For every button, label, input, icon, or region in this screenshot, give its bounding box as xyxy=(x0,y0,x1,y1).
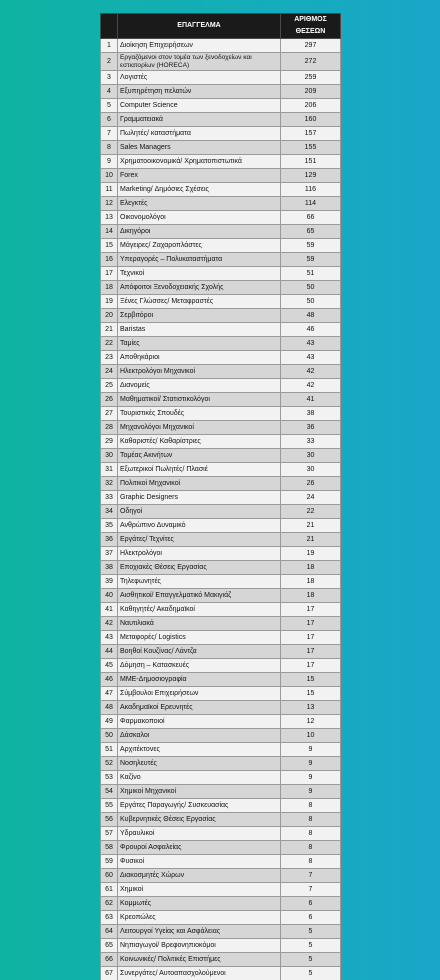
row-profession: Εργάτες/ Τεχνίτες xyxy=(118,533,281,547)
row-number: 33 xyxy=(101,491,118,505)
table-row xyxy=(101,659,341,673)
row-profession: Graphic Designers xyxy=(118,491,281,505)
row-positions: 9 xyxy=(281,743,341,757)
table-row xyxy=(101,393,341,407)
row-profession: Απόφοιτοι Ξενοδοχειακής Σχολής xyxy=(118,281,281,295)
row-profession: Γραμματειακά xyxy=(118,113,281,127)
row-number: 23 xyxy=(101,351,118,365)
table-row xyxy=(101,799,341,813)
row-positions: 41 xyxy=(281,393,341,407)
row-positions: 17 xyxy=(281,617,341,631)
row-number: 62 xyxy=(101,897,118,911)
row-number: 1 xyxy=(101,39,118,53)
row-number: 55 xyxy=(101,799,118,813)
table-row xyxy=(101,281,341,295)
table-row xyxy=(101,575,341,589)
row-number: 31 xyxy=(101,463,118,477)
row-number: 45 xyxy=(101,659,118,673)
row-profession: Συνεργάτες/ Αυτοαπασχολούμενοι xyxy=(118,967,281,980)
row-positions: 17 xyxy=(281,645,341,659)
row-profession: Ακαδημαϊκοί Ερευνητές xyxy=(118,701,281,715)
row-number: 53 xyxy=(101,771,118,785)
header-positions: ΑΡΙΘΜΟΣ ΘΕΣΕΩΝ xyxy=(281,14,341,39)
row-number: 22 xyxy=(101,337,118,351)
row-profession: Αποθηκάριοι xyxy=(118,351,281,365)
table-row xyxy=(101,99,341,113)
row-positions: 8 xyxy=(281,813,341,827)
row-profession: Καζίνο xyxy=(118,771,281,785)
table-row xyxy=(101,267,341,281)
row-positions: 26 xyxy=(281,477,341,491)
row-positions: 9 xyxy=(281,785,341,799)
row-number: 9 xyxy=(101,155,118,169)
table-row xyxy=(101,295,341,309)
row-positions: 157 xyxy=(281,127,341,141)
row-profession: Εργάτες Παραγωγής/ Συσκευασίας xyxy=(118,799,281,813)
table-row xyxy=(101,673,341,687)
table-row xyxy=(101,533,341,547)
row-positions: 65 xyxy=(281,225,341,239)
row-positions: 30 xyxy=(281,449,341,463)
row-profession: Εποχιακές Θέσεις Εργασίας xyxy=(118,561,281,575)
table-row xyxy=(101,211,341,225)
row-profession: Τηλεφωνητές xyxy=(118,575,281,589)
table-row xyxy=(101,631,341,645)
row-number: 43 xyxy=(101,631,118,645)
row-number: 12 xyxy=(101,197,118,211)
row-profession: Λογιστές xyxy=(118,71,281,85)
row-number: 51 xyxy=(101,743,118,757)
table-row xyxy=(101,421,341,435)
table-row xyxy=(101,155,341,169)
row-positions: 24 xyxy=(281,491,341,505)
row-number: 39 xyxy=(101,575,118,589)
row-number: 15 xyxy=(101,239,118,253)
row-number: 8 xyxy=(101,141,118,155)
row-profession: Τουριστικές Σπουδές xyxy=(118,407,281,421)
table-row xyxy=(101,239,341,253)
row-positions: 8 xyxy=(281,799,341,813)
row-profession: Τομέας Ακινήτων xyxy=(118,449,281,463)
table-row xyxy=(101,813,341,827)
row-profession: Λειτουργοί Υγείας και Ασφάλειας xyxy=(118,925,281,939)
table-row xyxy=(101,939,341,953)
row-number: 32 xyxy=(101,477,118,491)
row-profession: Εξωτερικοί Πωλητές/ Πλασιέ xyxy=(118,463,281,477)
row-positions: 5 xyxy=(281,967,341,980)
row-number: 58 xyxy=(101,841,118,855)
row-number: 16 xyxy=(101,253,118,267)
row-profession: Φυσικοί xyxy=(118,855,281,869)
table-row xyxy=(101,113,341,127)
row-profession: Διανομείς xyxy=(118,379,281,393)
table-row xyxy=(101,71,341,85)
row-number: 4 xyxy=(101,85,118,99)
row-profession: Κρεοπώλες xyxy=(118,911,281,925)
table-row xyxy=(101,715,341,729)
row-number: 14 xyxy=(101,225,118,239)
row-profession: Αισθητικοί/ Επαγγελματικό Μακιγιάζ xyxy=(118,589,281,603)
row-positions: 17 xyxy=(281,603,341,617)
table-row xyxy=(101,603,341,617)
row-number: 17 xyxy=(101,267,118,281)
table-row xyxy=(101,337,341,351)
row-number: 63 xyxy=(101,911,118,925)
table-row xyxy=(101,169,341,183)
row-positions: 9 xyxy=(281,771,341,785)
row-number: 26 xyxy=(101,393,118,407)
row-number: 30 xyxy=(101,449,118,463)
table-row xyxy=(101,477,341,491)
row-number: 10 xyxy=(101,169,118,183)
row-positions: 5 xyxy=(281,939,341,953)
table-row xyxy=(101,127,341,141)
row-profession: Νοσηλευτές xyxy=(118,757,281,771)
row-profession: Κομμωτές xyxy=(118,897,281,911)
table-header-row xyxy=(101,14,341,39)
row-profession: Sales Managers xyxy=(118,141,281,155)
row-profession: Δικηγόροι xyxy=(118,225,281,239)
header-number xyxy=(101,14,118,39)
table-row xyxy=(101,197,341,211)
table-row xyxy=(101,869,341,883)
row-number: 11 xyxy=(101,183,118,197)
row-positions: 59 xyxy=(281,239,341,253)
row-number: 38 xyxy=(101,561,118,575)
row-positions: 8 xyxy=(281,841,341,855)
row-number: 57 xyxy=(101,827,118,841)
table-row xyxy=(101,407,341,421)
row-number: 25 xyxy=(101,379,118,393)
row-positions: 59 xyxy=(281,253,341,267)
row-number: 3 xyxy=(101,71,118,85)
row-number: 44 xyxy=(101,645,118,659)
row-profession: Μαθηματικοί/ Στατιστικολόγοι xyxy=(118,393,281,407)
row-positions: 36 xyxy=(281,421,341,435)
row-positions: 18 xyxy=(281,561,341,575)
row-profession: Υδραυλικοί xyxy=(118,827,281,841)
row-profession: Σερβιτόροι xyxy=(118,309,281,323)
row-profession: Οδηγοί xyxy=(118,505,281,519)
row-profession: Κοινωνικές/ Πολιτικές Επιστήμες xyxy=(118,953,281,967)
table-row xyxy=(101,183,341,197)
row-number: 13 xyxy=(101,211,118,225)
table-row xyxy=(101,645,341,659)
jobs-table-container xyxy=(100,13,340,980)
row-positions: 43 xyxy=(281,351,341,365)
row-positions: 7 xyxy=(281,883,341,897)
table-row xyxy=(101,687,341,701)
table-row xyxy=(101,771,341,785)
table-row xyxy=(101,379,341,393)
row-profession: Αρχιτέκτονες xyxy=(118,743,281,757)
row-number: 34 xyxy=(101,505,118,519)
row-profession: Baristas xyxy=(118,323,281,337)
row-profession: Χρηματοοικονομικά/ Χρηματοπιστωτικά xyxy=(118,155,281,169)
table-row xyxy=(101,897,341,911)
row-number: 2 xyxy=(101,53,118,71)
table-body xyxy=(101,39,341,980)
row-number: 42 xyxy=(101,617,118,631)
header-profession: ΕΠΑΓΓΕΛΜΑ xyxy=(118,14,281,39)
row-number: 64 xyxy=(101,925,118,939)
row-positions: 5 xyxy=(281,953,341,967)
row-profession: Πωλητές/ καταστήματα xyxy=(118,127,281,141)
row-positions: 209 xyxy=(281,85,341,99)
row-positions: 43 xyxy=(281,337,341,351)
row-positions: 129 xyxy=(281,169,341,183)
row-number: 5 xyxy=(101,99,118,113)
row-positions: 50 xyxy=(281,295,341,309)
row-profession: Φρουροί Ασφαλείας xyxy=(118,841,281,855)
row-positions: 18 xyxy=(281,575,341,589)
row-number: 41 xyxy=(101,603,118,617)
row-profession: Τεχνικοί xyxy=(118,267,281,281)
row-number: 54 xyxy=(101,785,118,799)
row-profession: Ηλεκτρολόγοι xyxy=(118,547,281,561)
row-profession: Εργαζόμενοι στον τομέα των ξενοδοχείων και εστιατορίων (HORECA) xyxy=(118,53,281,71)
table-row xyxy=(101,519,341,533)
table-row xyxy=(101,729,341,743)
table-row xyxy=(101,141,341,155)
row-profession: Χημικοί xyxy=(118,883,281,897)
row-positions: 21 xyxy=(281,533,341,547)
row-profession: Πολιτικοί Μηχανικοί xyxy=(118,477,281,491)
row-number: 24 xyxy=(101,365,118,379)
row-positions: 30 xyxy=(281,463,341,477)
table-row xyxy=(101,743,341,757)
row-profession: Εξυπηρέτηση πελατών xyxy=(118,85,281,99)
row-profession: Φαρμακοποιοί xyxy=(118,715,281,729)
row-number: 27 xyxy=(101,407,118,421)
table-row xyxy=(101,701,341,715)
row-profession: Ναυτιλιακά xyxy=(118,617,281,631)
row-positions: 116 xyxy=(281,183,341,197)
row-number: 29 xyxy=(101,435,118,449)
row-number: 46 xyxy=(101,673,118,687)
row-positions: 206 xyxy=(281,99,341,113)
row-number: 66 xyxy=(101,953,118,967)
table-row xyxy=(101,309,341,323)
table-row xyxy=(101,911,341,925)
row-positions: 297 xyxy=(281,39,341,53)
row-profession: Computer Science xyxy=(118,99,281,113)
row-positions: 46 xyxy=(281,323,341,337)
row-positions: 7 xyxy=(281,869,341,883)
table-row xyxy=(101,617,341,631)
row-positions: 15 xyxy=(281,673,341,687)
row-number: 49 xyxy=(101,715,118,729)
row-profession: Ηλεκτρολόγοι Μηχανικοί xyxy=(118,365,281,379)
row-positions: 50 xyxy=(281,281,341,295)
table-row xyxy=(101,253,341,267)
row-number: 19 xyxy=(101,295,118,309)
row-profession: Καθηγητές/ Ακαδημαϊκοί xyxy=(118,603,281,617)
row-profession: Ελεγκτές xyxy=(118,197,281,211)
row-number: 56 xyxy=(101,813,118,827)
table-row xyxy=(101,85,341,99)
row-number: 36 xyxy=(101,533,118,547)
row-positions: 10 xyxy=(281,729,341,743)
row-profession: Χημικοί Μηχανικοί xyxy=(118,785,281,799)
table-row xyxy=(101,883,341,897)
row-positions: 19 xyxy=(281,547,341,561)
row-number: 67 xyxy=(101,967,118,980)
row-profession: Δόμηση – Κατασκευές xyxy=(118,659,281,673)
row-positions: 17 xyxy=(281,659,341,673)
row-positions: 15 xyxy=(281,687,341,701)
table-row xyxy=(101,785,341,799)
row-number: 65 xyxy=(101,939,118,953)
row-profession: Σύμβουλοι Επιχειρήσεων xyxy=(118,687,281,701)
row-profession: Marketing/ Δημόσιες Σχέσεις xyxy=(118,183,281,197)
row-profession: Ανθρώπινο Δυναμικό xyxy=(118,519,281,533)
row-profession: Διοίκηση Επιχειρήσεων xyxy=(118,39,281,53)
row-positions: 151 xyxy=(281,155,341,169)
table-row xyxy=(101,449,341,463)
row-positions: 12 xyxy=(281,715,341,729)
row-profession: Κυβερνητικές Θέσεις Εργασίας xyxy=(118,813,281,827)
row-profession: Μεταφορές/ Logistics xyxy=(118,631,281,645)
table-row xyxy=(101,323,341,337)
row-profession: Δάσκαλοι xyxy=(118,729,281,743)
table-row xyxy=(101,967,341,980)
row-positions: 42 xyxy=(281,379,341,393)
row-positions: 38 xyxy=(281,407,341,421)
row-number: 40 xyxy=(101,589,118,603)
row-number: 37 xyxy=(101,547,118,561)
row-positions: 18 xyxy=(281,589,341,603)
row-number: 47 xyxy=(101,687,118,701)
table-row xyxy=(101,589,341,603)
row-positions: 42 xyxy=(281,365,341,379)
row-profession: Βοηθοί Κουζίνας/ Λάντζα xyxy=(118,645,281,659)
row-positions: 17 xyxy=(281,631,341,645)
table-row xyxy=(101,505,341,519)
row-profession: Ταμίες xyxy=(118,337,281,351)
table-row xyxy=(101,547,341,561)
row-number: 18 xyxy=(101,281,118,295)
row-profession: Νηπιαγωγοί/ Βρεφονηπιοκόμοι xyxy=(118,939,281,953)
row-number: 61 xyxy=(101,883,118,897)
row-positions: 8 xyxy=(281,855,341,869)
jobs-table xyxy=(100,13,341,980)
table-row xyxy=(101,39,341,53)
table-row xyxy=(101,827,341,841)
row-positions: 33 xyxy=(281,435,341,449)
row-profession: Καθαριστές/ Καθαρίστριες xyxy=(118,435,281,449)
row-positions: 8 xyxy=(281,827,341,841)
row-positions: 13 xyxy=(281,701,341,715)
row-profession: Μηχανολόγοι Μηχανικοί xyxy=(118,421,281,435)
row-positions: 5 xyxy=(281,925,341,939)
row-profession: Διακοσμητές Χώρων xyxy=(118,869,281,883)
row-profession: ΜΜΕ-Δημοσιογραφία xyxy=(118,673,281,687)
row-number: 28 xyxy=(101,421,118,435)
table-row xyxy=(101,953,341,967)
table-row xyxy=(101,351,341,365)
row-number: 21 xyxy=(101,323,118,337)
table-row xyxy=(101,561,341,575)
row-number: 20 xyxy=(101,309,118,323)
table-row xyxy=(101,53,341,71)
row-positions: 22 xyxy=(281,505,341,519)
row-number: 35 xyxy=(101,519,118,533)
row-profession: Υπεραγορές – Πολυκαταστήματα xyxy=(118,253,281,267)
table-row xyxy=(101,435,341,449)
row-number: 52 xyxy=(101,757,118,771)
row-positions: 272 xyxy=(281,53,341,71)
row-positions: 6 xyxy=(281,897,341,911)
row-positions: 160 xyxy=(281,113,341,127)
row-positions: 114 xyxy=(281,197,341,211)
row-profession: Οικονομολόγοι xyxy=(118,211,281,225)
row-positions: 51 xyxy=(281,267,341,281)
table-row xyxy=(101,463,341,477)
table-row xyxy=(101,365,341,379)
row-positions: 21 xyxy=(281,519,341,533)
row-number: 59 xyxy=(101,855,118,869)
row-number: 6 xyxy=(101,113,118,127)
row-profession: Ξένες Γλώσσες/ Μεταφραστές xyxy=(118,295,281,309)
row-positions: 6 xyxy=(281,911,341,925)
row-number: 48 xyxy=(101,701,118,715)
table-row xyxy=(101,225,341,239)
table-row xyxy=(101,841,341,855)
row-positions: 259 xyxy=(281,71,341,85)
table-row xyxy=(101,855,341,869)
row-number: 7 xyxy=(101,127,118,141)
row-positions: 48 xyxy=(281,309,341,323)
table-row xyxy=(101,491,341,505)
table-row xyxy=(101,925,341,939)
row-profession: Μάγειρες/ Ζαχαροπλάστες xyxy=(118,239,281,253)
row-positions: 66 xyxy=(281,211,341,225)
row-positions: 9 xyxy=(281,757,341,771)
row-number: 50 xyxy=(101,729,118,743)
row-number: 60 xyxy=(101,869,118,883)
table-row xyxy=(101,757,341,771)
row-profession: Forex xyxy=(118,169,281,183)
row-positions: 155 xyxy=(281,141,341,155)
